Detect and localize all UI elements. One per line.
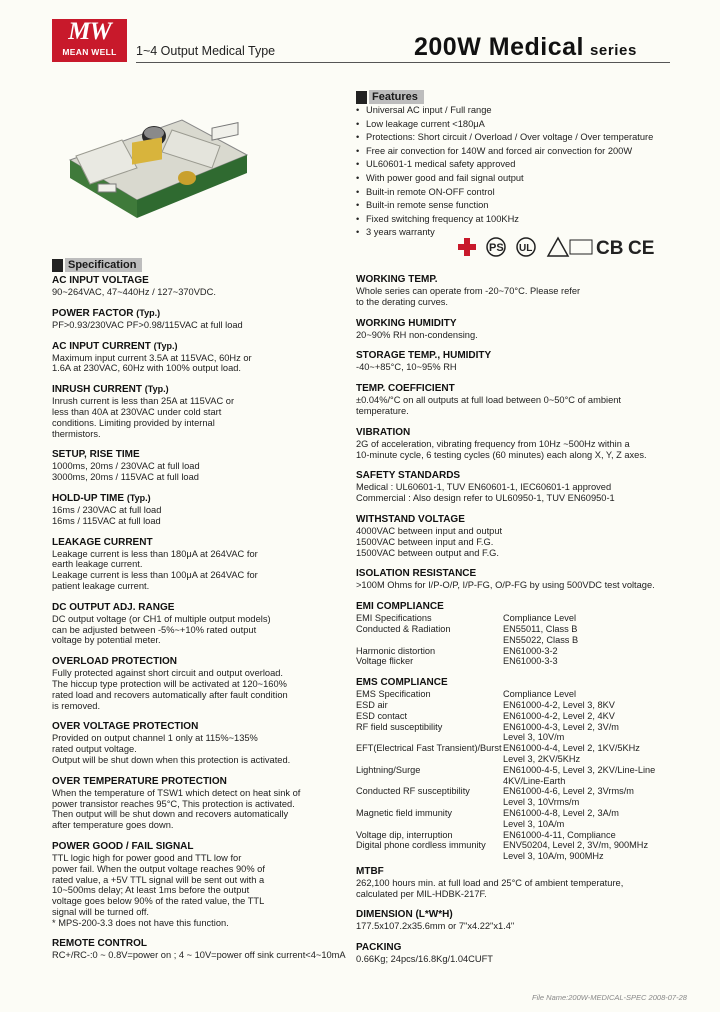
spec-title — [52, 492, 337, 505]
spec-typ: (Typ.) — [136, 307, 161, 318]
spec-typ: (Typ.) — [153, 340, 178, 351]
feature-item: • Free air convection for 140W and forced air convection for 200W — [356, 145, 653, 159]
logo-mark: MW — [68, 18, 111, 45]
emi-compliance — [356, 601, 676, 667]
compliance-row — [356, 624, 676, 635]
spec-item — [52, 536, 337, 592]
specification-heading — [52, 258, 142, 272]
spec-item — [356, 866, 676, 900]
spec-item — [52, 340, 337, 375]
spec-title: EMS COMPLIANCE — [356, 677, 448, 689]
spec-text: Provided on output channel 1 only at 115%~135% rated output voltage. Output will be shut down when this protection is activated. — [52, 733, 291, 765]
compliance-level: Compliance Level — [503, 689, 577, 700]
spec-item — [356, 274, 676, 308]
file-name-footer: File Name:200W-MEDICAL-SPEC 2008-07-28 — [532, 993, 687, 1002]
spec-title: ISOLATION RESISTANCE — [356, 568, 477, 580]
compliance-level: 4KV/Line-Earth — [503, 775, 566, 786]
ce-mark-icon — [628, 238, 654, 258]
compliance-spec — [356, 776, 503, 787]
spec-title — [52, 775, 337, 788]
spec-text: Fully protected against short circuit and output overload. The hiccup type protection will be activated at 120~160% rated load and recovers automatically after fault condition is removed. — [52, 668, 288, 711]
spec-item — [356, 427, 676, 461]
spec-text: 177.5x107.2x35.6mm or 7"x4.22"x1.4" — [356, 921, 515, 932]
compliance-spec: Conducted RF susceptibility — [356, 786, 470, 797]
compliance-spec — [356, 732, 503, 743]
compliance-level: Compliance Level — [503, 613, 577, 624]
compliance-level: Level 3, 10A/m, 900MHz — [503, 851, 604, 862]
spec-text: 90~264VAC, 47~440Hz / 127~370VDC. — [52, 287, 216, 297]
spec-title — [52, 655, 337, 668]
spec-right-column — [356, 274, 676, 965]
compliance-level: EN61000-4-3, Level 2, 3V/m — [503, 721, 619, 732]
spec-text: Maximum input current 3.5A at 115VAC, 60Hz or 1.6A at 230VAC, 60Hz with 100% output load. — [52, 352, 252, 374]
ems-table — [356, 689, 676, 862]
compliance-spec — [356, 635, 503, 646]
spec-title-text: REMOTE CONTROL — [52, 938, 147, 950]
spec-item — [52, 601, 337, 646]
spec-text: 16ms / 230VAC at full load 16ms / 115VAC at full load — [52, 504, 162, 526]
spec-text: 4000VAC between input and output 1500VAC between input and F.G. 1500VAC between output and F.G. — [356, 525, 503, 558]
compliance-row — [356, 613, 676, 624]
spec-title-text: HOLD-UP TIME — [52, 492, 125, 504]
spec-text: Inrush current is less than 25A at 115VAC or less than 40A at 230VAC under cold start conditions. Limiting provided by internal thermistors. — [52, 396, 235, 439]
compliance-spec: EMS Specification — [356, 689, 431, 700]
spec-title-text: OVER VOLTAGE PROTECTION — [52, 721, 199, 733]
spec-item — [52, 655, 337, 711]
spec-title-text: AC INPUT VOLTAGE — [52, 275, 149, 286]
spec-item — [52, 274, 337, 298]
spec-title — [52, 340, 337, 353]
spec-text: ±0.04%/°C on all outputs at full load between 0~50°C of ambient temperature. — [356, 395, 622, 416]
spec-text: TTL logic high for power good and TTL low for power fail. When the output voltage reaches 90% of rated value, a +5V TTL signal will be sent out with a 10~500ms delay; At least 1ms before the output voltage goes below 90% of the rated value, the TTL signal will be turned off. * MPS-200-3.3 does not have this function. — [52, 852, 265, 928]
compliance-row — [356, 635, 676, 646]
compliance-row — [356, 776, 676, 787]
compliance-row — [356, 819, 676, 830]
compliance-spec — [356, 819, 503, 830]
spec-typ: (Typ.) — [144, 384, 169, 395]
spec-title — [52, 601, 337, 614]
compliance-level: EN61000-4-5, Level 3, 2KV/Line-Line — [503, 764, 656, 775]
compliance-spec: Magnetic field immunity — [356, 807, 452, 818]
spec-title — [52, 307, 337, 320]
compliance-spec: EFT(Electrical Fast Transient)/Burst — [356, 743, 502, 754]
logo-wordmark: MEAN WELL — [62, 47, 117, 57]
spec-text: 20~90% RH non-condensing. — [356, 329, 478, 340]
spec-title — [52, 720, 337, 733]
spec-title: TEMP. COEFFICIENT — [356, 383, 455, 395]
features-list — [356, 104, 653, 240]
compliance-spec: ESD contact — [356, 710, 408, 721]
compliance-row — [356, 754, 676, 765]
spec-item — [356, 909, 676, 932]
spec-title: EMI COMPLIANCE — [356, 601, 444, 613]
spec-item — [356, 568, 676, 591]
compliance-level: EN61000-4-8, Level 2, 3A/m — [503, 807, 619, 818]
spec-item — [356, 942, 676, 965]
compliance-row — [356, 656, 676, 667]
medical-cross-icon — [458, 238, 476, 256]
header-rule — [136, 62, 670, 63]
spec-item — [356, 318, 676, 341]
spec-title: WORKING TEMP. — [356, 274, 438, 285]
pse-mark-icon — [487, 238, 505, 256]
spec-title: DIMENSION (L*W*H) — [356, 909, 453, 921]
compliance-row — [356, 700, 676, 711]
features-heading-label: Features — [369, 90, 424, 104]
svg-text:UL: UL — [519, 243, 533, 254]
compliance-level: Level 3, 10Vrms/m — [503, 797, 580, 808]
ul-mark-icon — [517, 238, 535, 256]
spec-title: VIBRATION — [356, 426, 411, 438]
compliance-spec: Lightning/Surge — [356, 764, 421, 775]
spec-text: Medical : UL60601-1, TUV EN60601-1, IEC60601-1 approved Commercial : Also design refer to UL60950-1, TUV EN60950-1 — [356, 482, 615, 504]
compliance-spec: Conducted & Radiation — [356, 623, 451, 634]
spec-title — [52, 937, 337, 950]
spec-title-text: LEAKAGE CURRENT — [52, 536, 153, 548]
section-marker — [356, 91, 367, 104]
compliance-level: EN61000-4-11, Compliance — [503, 829, 616, 840]
feature-item: • 3 years warranty — [356, 226, 653, 240]
compliance-row — [356, 840, 676, 851]
compliance-spec: Voltage flicker — [356, 656, 414, 667]
compliance-row — [356, 722, 676, 733]
spec-typ: (Typ.) — [126, 492, 151, 503]
section-marker — [52, 259, 63, 272]
tuv-triangle-icon — [548, 238, 592, 256]
svg-text:CB: CB — [596, 238, 624, 258]
spec-title-text: DC OUTPUT ADJ. RANGE — [52, 601, 175, 613]
ems-compliance — [356, 677, 676, 862]
certification-logos — [456, 236, 670, 258]
spec-title-text: SETUP, RISE TIME — [52, 449, 140, 461]
feature-item: • Universal AC input / Full range — [356, 104, 653, 118]
spec-item — [52, 307, 337, 331]
spec-title — [52, 840, 337, 853]
compliance-spec: Harmonic distortion — [356, 645, 436, 656]
title-text: 200W Medical — [414, 33, 584, 61]
compliance-row — [356, 711, 676, 722]
spec-item — [52, 840, 337, 929]
spec-title: WORKING HUMIDITY — [356, 317, 457, 329]
compliance-row — [356, 732, 676, 743]
compliance-spec: RF field susceptibility — [356, 721, 443, 732]
feature-item: • Built-in remote sense function — [356, 199, 653, 213]
spec-item — [356, 514, 676, 558]
spec-item — [52, 492, 337, 527]
compliance-row — [356, 797, 676, 808]
compliance-level: Level 3, 10A/m — [503, 818, 565, 829]
compliance-row — [356, 851, 676, 862]
spec-title-text: OVER TEMPERATURE PROTECTION — [52, 775, 227, 787]
feature-item: • UL60601-1 medical safety approved — [356, 158, 653, 172]
spec-text: Whole series can operate from -20~70°C. Please refer to the derating curves. — [356, 286, 581, 307]
compliance-level: EN55022, Class B — [503, 634, 579, 645]
spec-text: PF>0.93/230VAC PF>0.98/115VAC at full load — [52, 319, 243, 330]
compliance-level: EN55011, Class B — [503, 623, 578, 634]
compliance-level: Level 3, 2KV/5KHz — [503, 753, 581, 764]
compliance-row — [356, 646, 676, 657]
spec-item — [356, 383, 676, 417]
product-type: 1~4 Output Medical Type — [136, 44, 276, 58]
feature-item: • With power good and fail signal output — [356, 172, 653, 186]
feature-item: • Fixed switching frequency at 100KHz — [356, 213, 653, 227]
page-title — [414, 33, 637, 62]
emi-table — [356, 613, 676, 667]
spec-item — [52, 383, 337, 439]
spec-item — [52, 937, 346, 961]
spec-title: STORAGE TEMP., HUMIDITY — [356, 350, 492, 362]
spec-title: MTBF — [356, 865, 384, 877]
compliance-spec — [356, 797, 503, 808]
compliance-level: EN61000-3-3 — [503, 656, 558, 667]
feature-item: • Built-in remote ON-OFF control — [356, 186, 653, 200]
series-label: series — [589, 42, 637, 59]
compliance-spec — [356, 754, 503, 765]
compliance-level: EN61000-4-4, Level 2, 1KV/5KHz — [503, 743, 640, 754]
spec-text: -40~+85°C, 10~95% RH — [356, 362, 457, 373]
spec-title — [52, 448, 337, 461]
spec-text: 262,100 hours min. at full load and 25°C of ambient temperature, calculated per MIL-HDBK-217F. — [356, 877, 624, 899]
feature-item: • Protections: Short circuit / Overload / Over voltage / Over temperature — [356, 131, 653, 145]
features-heading — [356, 90, 424, 104]
spec-item — [52, 720, 337, 765]
spec-title: SAFETY STANDARDS — [356, 470, 461, 482]
compliance-row — [356, 830, 676, 841]
compliance-level: EN61000-4-2, Level 3, 8KV — [503, 699, 615, 710]
compliance-level: EN61000-4-6, Level 2, 3Vrms/m — [503, 786, 634, 797]
compliance-row — [356, 743, 676, 754]
spec-title-text: AC INPUT CURRENT — [52, 340, 151, 352]
svg-text:PS: PS — [489, 242, 504, 254]
spec-title-text: OVERLOAD PROTECTION — [52, 656, 178, 668]
spec-title-text: INRUSH CURRENT — [52, 384, 142, 396]
compliance-level: Level 3, 10V/m — [503, 732, 565, 743]
spec-title — [52, 383, 337, 396]
feature-item: • Low leakage current <180μA — [356, 118, 653, 132]
compliance-row — [356, 786, 676, 797]
compliance-spec: Digital phone cordless immunity — [356, 840, 486, 851]
compliance-level: EN61000-3-2 — [503, 645, 558, 656]
power-supply-product-image — [62, 100, 252, 230]
svg-text:CE: CE — [628, 238, 655, 258]
specification-heading-label: Specification — [65, 258, 142, 272]
compliance-spec — [356, 851, 503, 862]
spec-text: When the temperature of TSW1 which detect on heat sink of power transistor reaches 95°C, This protection is activated. Then output will be shut down and recovers automatically after temperature goes down. — [52, 787, 301, 831]
spec-text: RC+/RC-:0 ~ 0.8V=power on ; 4 ~ 10V=power off sink current<4~10mA — [52, 950, 346, 961]
compliance-spec: Voltage dip, interruption — [356, 829, 453, 840]
spec-item — [356, 350, 676, 373]
spec-title-text: POWER GOOD / FAIL SIGNAL — [52, 840, 194, 852]
spec-item — [52, 775, 337, 831]
compliance-row — [356, 808, 676, 819]
spec-title — [52, 536, 337, 549]
spec-left-column — [52, 274, 346, 961]
spec-title: PACKING — [356, 942, 402, 954]
spec-item — [52, 448, 337, 483]
spec-text: 1000ms, 20ms / 230VAC at full load 3000ms, 20ms / 115VAC at full load — [52, 461, 200, 483]
spec-item — [356, 470, 676, 504]
compliance-row — [356, 689, 676, 700]
spec-text: >100M Ohms for I/P-O/P, I/P-FG, O/P-FG by using 500VDC test voltage. — [356, 580, 655, 591]
spec-text: 0.66Kg; 24pcs/16.8Kg/1.04CUFT — [356, 954, 493, 965]
spec-text: DC output voltage (or CH1 of multiple output models) can be adjusted between -5%~+10% rated output voltage by potential meter. — [52, 613, 271, 646]
spec-title — [52, 274, 337, 287]
compliance-spec: EMI Specifications — [356, 613, 432, 624]
spec-title: WITHSTAND VOLTAGE — [356, 513, 465, 525]
cb-mark-icon — [596, 238, 623, 258]
compliance-level: ENV50204, Level 2, 3V/m, 900MHz — [503, 840, 649, 851]
compliance-spec: ESD air — [356, 699, 388, 710]
spec-text: Leakage current is less than 180μA at 264VAC for earth leakage current. Leakage current is less than 100μA at 264VAC for patient leakage current. — [52, 548, 258, 591]
spec-text: 2G of acceleration, vibrating frequency from 10Hz ~500Hz within a 10-minute cycle, 6 testing cycles (60 minutes) each along X, Y, Z axes. — [356, 438, 647, 460]
compliance-row — [356, 765, 676, 776]
compliance-level: EN61000-4-2, Level 2, 4KV — [503, 710, 615, 721]
spec-title-text: POWER FACTOR — [52, 307, 134, 319]
